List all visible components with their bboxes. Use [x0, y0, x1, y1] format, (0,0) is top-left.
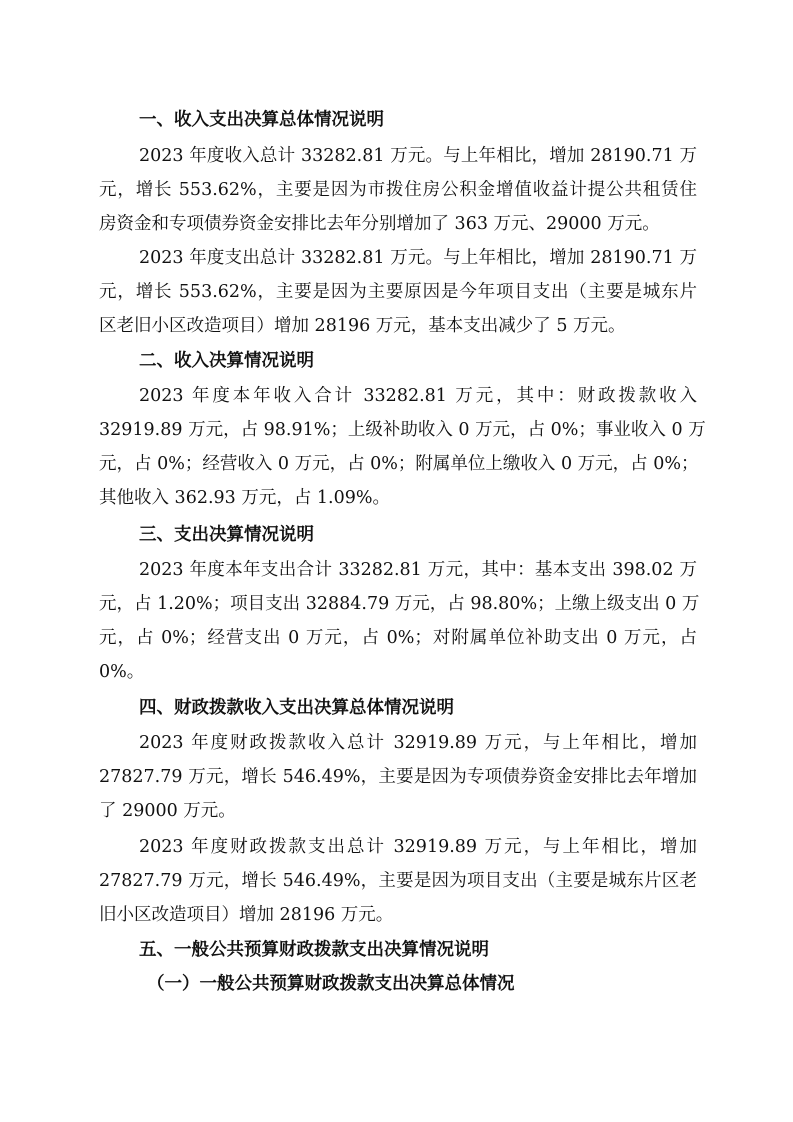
section-4-heading: 四、财政拨款收入支出决算总体情况说明 [139, 698, 454, 718]
s4-p2-line-3: 旧小区改造项目）增加 28196 万元。 [99, 905, 394, 925]
s2-p1-line-4: 其他收入 362.93 万元，占 1.09%。 [99, 488, 391, 508]
section-5-heading: 五、一般公共预算财政拨款支出决算情况说明 [139, 940, 489, 960]
section-5-subheading: （一）一般公共预算财政拨款支出决算总体情况 [147, 974, 515, 994]
s1-p1-line-3: 房资金和专项债券资金安排比去年分别增加了 363 万元、29000 万元。 [99, 214, 660, 234]
s4-p2-line-1: 2023 年度财政拨款支出总计 32919.89 万元，与上年相比，增加 [139, 837, 697, 857]
s2-p1-line-3: 元，占 0%；经营收入 0 万元，占 0%；附属单位上缴收入 0 万元，占 0%； [99, 454, 699, 474]
s4-p1-line-1: 2023 年度财政拨款收入总计 32919.89 万元，与上年相比，增加 [139, 733, 697, 753]
s1-p2-line-3: 区老旧小区改造项目）增加 28196 万元，基本支出减少了 5 万元。 [99, 316, 626, 336]
s3-p1-line-2: 元，占 1.20%；项目支出 32884.79 万元，占 98.80%；上缴上级支出 0 万 [99, 594, 700, 614]
section-1-heading: 一、收入支出决算总体情况说明 [139, 110, 384, 130]
s1-p1-line-1: 2023 年度收入总计 33282.81 万元。与上年相比，增加 28190.71 万 [139, 146, 697, 166]
s1-p2-line-2: 元，增长 553.62%，主要是因为主要原因是今年项目支出（主要是城东片 [99, 282, 697, 302]
s4-p1-line-2: 27827.79 万元，增长 546.49%，主要是因为专项债券资金安排比去年增加 [99, 767, 697, 787]
section-2-heading: 二、收入决算情况说明 [139, 351, 314, 371]
section-3-heading: 三、支出决算情况说明 [139, 525, 314, 545]
s1-p1-line-2: 元，增长 553.62%，主要是因为市拨住房公积金增值收益计提公共租赁住 [99, 180, 697, 200]
s4-p2-line-2: 27827.79 万元，增长 546.49%，主要是因为项目支出（主要是城东片区老 [99, 871, 697, 891]
s2-p1-line-2: 32919.89 万元，占 98.91%；上级补助收入 0 万元，占 0%；事业收入 0 万 [99, 420, 706, 440]
s4-p1-line-3: 了 29000 万元。 [99, 801, 236, 821]
s1-p2-line-1: 2023 年度支出总计 33282.81 万元。与上年相比，增加 28190.71 万 [139, 248, 697, 268]
s3-p1-line-3: 元，占 0%；经营支出 0 万元，占 0%；对附属单位补助支出 0 万元，占 [99, 628, 697, 648]
s2-p1-line-1: 2023 年度本年收入合计 33282.81 万元，其中：财政拨款收入 [139, 386, 697, 406]
s3-p1-line-4: 0%。 [99, 662, 145, 682]
s3-p1-line-1: 2023 年度本年支出合计 33282.81 万元，其中：基本支出 398.02 万 [139, 560, 697, 580]
